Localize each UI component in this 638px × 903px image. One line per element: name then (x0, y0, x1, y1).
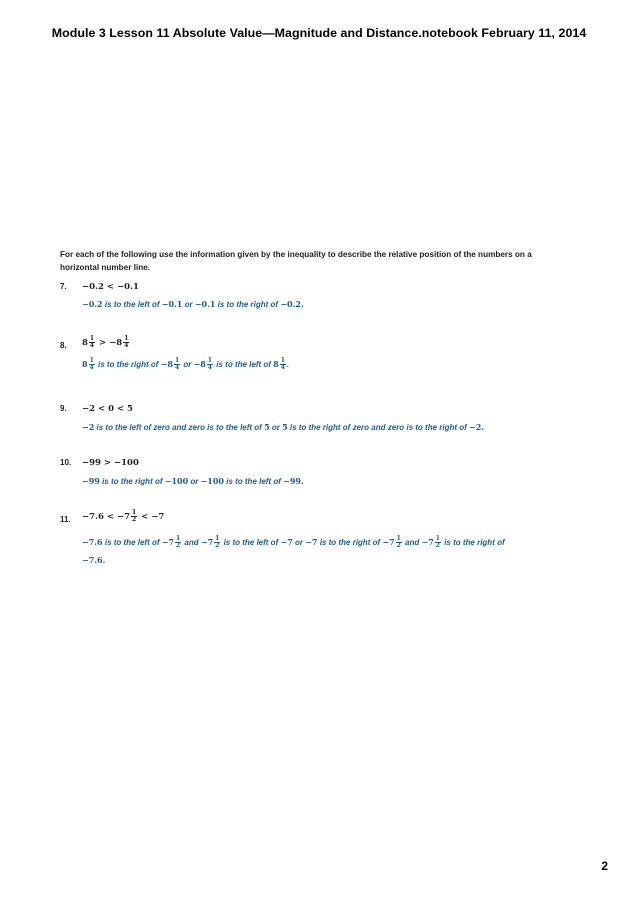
instructions-line-1: For each of the following use the information given by the inequality to describe the relative position of the numbers on a (60, 250, 532, 259)
answer: −0.2 is to the left of −0.1 or −0.1 is to the right of −0.2. (82, 299, 304, 309)
problem-number: 7. (60, 282, 67, 291)
problem-number: 10. (60, 458, 72, 467)
problem-number: 9. (60, 404, 67, 413)
inequality: −99 > −100 (82, 458, 139, 468)
problem-number: 11. (60, 515, 71, 524)
fraction: $\frac{1}{4}$ (89, 335, 95, 349)
answer-continued: −7.6. (82, 555, 106, 565)
instructions (60, 248, 560, 274)
answer: −2 is to the left of zero and zero is to the left of 5 or 5 is to the right of zero and zero is to the right of −2. (82, 422, 485, 432)
page-header: Module 3 Lesson 11 Absolute Value—Magnitude and Distance.notebook February 11, 2014 (51, 26, 587, 40)
inequality: −0.2 < −0.1 (82, 282, 139, 292)
fraction: $\frac{1}{4}$ (124, 335, 129, 349)
page-number: 2 (601, 859, 608, 873)
answer: −7.6 is to the left of −7 $\frac{1}{2}$ and −7 $\frac{1}{2}$ is to the left of −7 or −7 is to the right of −7 $\frac{1}{2}$ and −7 $\frac{1}{2}$ is to the right of (82, 535, 505, 550)
instructions-line-2: horizontal number line. (60, 263, 151, 272)
inequality: −2 < 0 < 5 (82, 404, 133, 414)
inequality: −7.6 < −7 $\frac{1}{2}$ < −7 (82, 509, 165, 523)
inequality: 8 $\frac{1}{4}$ > −8 $\frac{1}{4}$ (82, 335, 129, 349)
worksheet-content (60, 248, 560, 565)
answer: 8 $\frac{1}{4}$ is to the right of −8 $\frac{1}{4}$ or −8 $\frac{1}{4}$ is to the left of 8 $\frac{1}{4}$ . (82, 357, 290, 372)
answer: −99 is to the right of −100 or −100 is to the left of −99. (82, 476, 304, 486)
problem-number: 8. (60, 341, 67, 350)
fraction: $\frac{1}{2}$ (132, 509, 137, 523)
